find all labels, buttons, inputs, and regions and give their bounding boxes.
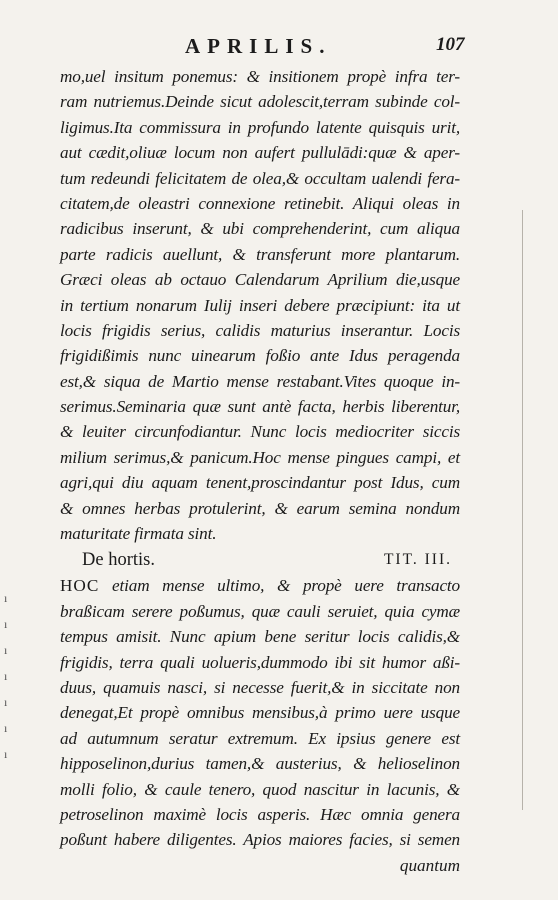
text-line: & omnes herbas protulerint, & earum semina nondum [60, 498, 460, 518]
paragraph-months [60, 64, 460, 546]
text-line-rest: etiam mense ultimo, & propè uere transacto [99, 576, 460, 596]
text-line: maturitate firmata sint. [60, 524, 217, 544]
margin-bleed-marks: ı ı ı ı ı ı ı [4, 591, 8, 761]
text-line: Græci oleas ab octauo Calendarum Aprilium die,usque [60, 270, 460, 290]
text-line: citatem,de oleastri connexione retinebit. Aliqui oleas in [60, 193, 460, 213]
text-line: & leuiter circunfodiantur. Nunc locis mediocriter siccis [60, 422, 460, 442]
section-number: TIT. III. [383, 551, 452, 569]
text-line: frigidis, terra quali uolueris,dummodo ibi sit humor aßi- [60, 652, 460, 672]
text-line: radicibus inserunt, & ubi comprehenderint, cum aliqua [60, 219, 460, 239]
text-line: tum redeundi felicitatem de olea,& occultam ualendi fera- [60, 168, 460, 188]
text-block [60, 64, 460, 879]
section-title: De hortis. [82, 550, 155, 571]
catchword: quantum [399, 855, 460, 875]
paragraph-gardens [60, 573, 460, 852]
paragraph-lead-word: HOC [60, 576, 100, 596]
text-line: aut cædit,oliuæ locum non aufert pullulādi:quæ & aper- [60, 143, 460, 163]
text-line: est,& siqua de Martio mense restabant.Vites quoque in- [60, 371, 460, 391]
page-number: 107 [436, 34, 465, 55]
text-line: in tertium nonarum Iulij inseri debere præcipiunt: ita ut [60, 295, 460, 315]
text-line: serimus.Seminaria quæ sunt antè facta, herbis liberentur, [60, 397, 460, 417]
text-line: ligimus.Ita commissura in profundo latente quisquis urit, [60, 117, 460, 137]
text-line: locis frigidis serius, calidis maturius inserantur. Locis [60, 320, 460, 340]
text-line: ram nutriemus.Deinde sicut adolescit,terram subinde col- [60, 92, 460, 112]
running-head: APRILIS. [185, 34, 332, 58]
gutter-edge-line [522, 210, 523, 810]
text-line: agri,qui diu aquam tenent,proscindantur post Idus, cum [60, 473, 460, 493]
text-line: denegat,Et propè omnibus mensibus,à primo uere usque [60, 703, 460, 723]
text-line: tempus amisit. Nunc apium bene seritur locis calidis,& [60, 627, 460, 647]
text-line: hipposelinon,durius tamen,& austerius, & helioselinon [60, 754, 460, 774]
text-line: duus, quamuis nasci, si necesse fuerit,& in siccitate non [60, 677, 460, 697]
text-line: molli folio, & caule tenero, quod nascitur in lacunis, & [60, 779, 460, 799]
catchword-row [60, 853, 460, 879]
page-header [0, 28, 558, 62]
text-line: petroselinon maximè locis asperis. Hæc omnia genera [60, 804, 460, 824]
text-line [60, 573, 460, 598]
text-line: poßunt habere diligentes. Apios maiores facies, si semen [60, 830, 460, 850]
text-line: ad autumnum seratur extremum. Ex ipsius genere est [60, 728, 460, 748]
text-line: braßicam serere poßumus, quæ cauli seruiet, quia cymæ [60, 601, 460, 621]
text-line: mo,uel insitum ponemus: & insitionem propè infra ter- [60, 67, 460, 86]
text-line: frigidißimis nunc uinearum foßio ante Idus peragenda [60, 346, 460, 366]
text-line: parte radicis auellunt, & transferunt more plantarum. [60, 244, 460, 264]
section-heading [60, 547, 460, 573]
text-line: milium serimus,& panicum.Hoc mense pingues campi, et [60, 447, 460, 467]
